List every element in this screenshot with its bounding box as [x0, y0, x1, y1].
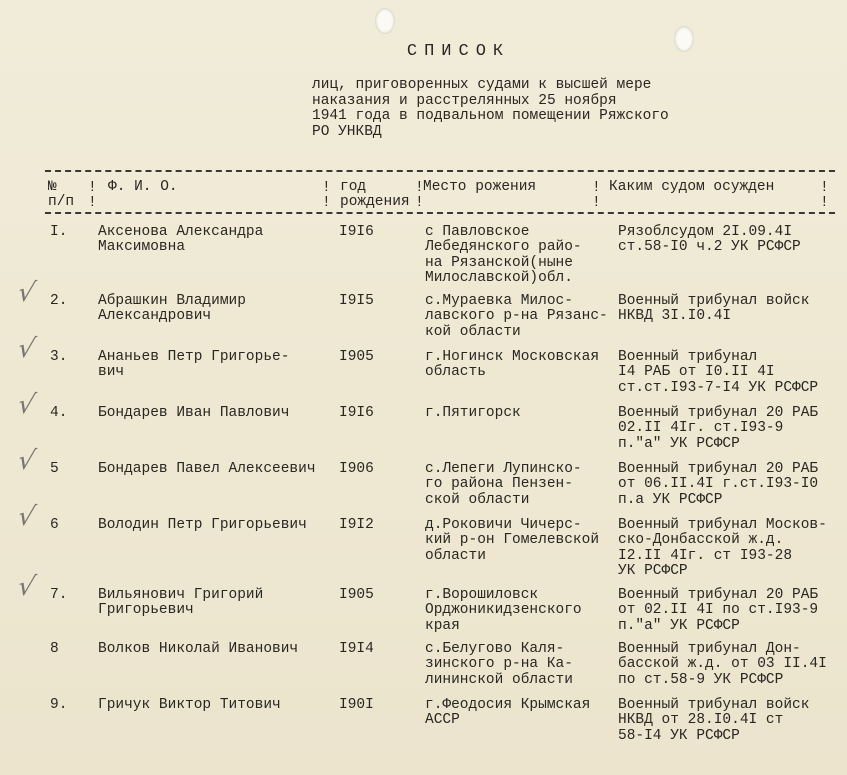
header-separator: !: [88, 180, 97, 196]
document-subtitle: лиц, приговоренных судами к высшей мере наказания и расстрелянных 25 ноября 1941 года в подвальном помещении Ряжского РО УНКВД: [312, 77, 669, 140]
row-number: 4.: [50, 405, 68, 421]
header-separator: !: [88, 195, 97, 211]
birth-place: г.Ворошиловск Орджоникидзенского края: [425, 587, 582, 634]
document-title: СПИСОК: [406, 42, 511, 61]
birth-year: I905: [339, 587, 374, 603]
header-court: Каким судом осужден: [609, 179, 775, 195]
court-verdict: Военный трибунал Москов- ско-Донбасской ж.д. I2.II 4Iг. ст I93-28 УК РСФСР: [618, 517, 827, 580]
person-name: Бондарев Иван Павлович: [98, 405, 290, 421]
person-name: Вильянович Григорий Григорьевич: [98, 587, 264, 619]
birth-year: I9I2: [339, 517, 374, 533]
court-verdict: Военный трибунал Дон- басской ж.д. от 03 II.4I по ст.58-9 УК РСФСР: [618, 641, 827, 688]
punch-hole: [375, 8, 395, 34]
court-verdict: Военный трибунал войск НКВД от 28.I0.4I ст 58-I4 УК РСФСР: [618, 697, 810, 744]
birth-place: г.Ногинск Московская область: [425, 349, 600, 381]
birth-year: I9I5: [339, 293, 374, 309]
row-number: 8: [50, 641, 59, 657]
header-separator: !: [820, 195, 829, 211]
birth-place: г.Феодосия Крымская АССР: [425, 697, 591, 729]
birth-year: I9I4: [339, 641, 374, 657]
divider-header: [45, 212, 835, 214]
check-mark-icon: √: [14, 572, 38, 602]
header-separator: !: [415, 180, 424, 196]
row-number: I.: [50, 224, 68, 240]
birth-year: I905: [339, 349, 374, 365]
person-name: Аксенова Александра Максимовна: [98, 224, 264, 256]
header-place: Место рожения: [423, 179, 537, 195]
court-verdict: Рязоблсудом 2I.09.4I ст.58-I0 ч.2 УК РСФСР: [618, 224, 801, 256]
header-separator: !: [592, 195, 601, 211]
row-number: 3.: [50, 349, 68, 365]
check-mark-icon: √: [14, 502, 38, 532]
person-name: Абрашкин Владимир Александрович: [98, 293, 246, 325]
birth-place: с.Лепеги Лупинско- го района Пензен- ской области: [425, 461, 582, 508]
row-number: 6: [50, 517, 59, 533]
header-year: год рождения: [340, 179, 410, 210]
check-mark-icon: √: [14, 334, 38, 364]
birth-year: I9I6: [339, 224, 374, 240]
header-separator: !: [322, 195, 331, 211]
person-name: Бондарев Павел Алексеевич: [98, 461, 316, 477]
person-name: Волков Николай Иванович: [98, 641, 299, 657]
birth-place: г.Пятигорск: [425, 405, 521, 421]
person-name: Володин Петр Григорьевич: [98, 517, 307, 533]
birth-year: I9I6: [339, 405, 374, 421]
check-mark-icon: √: [14, 390, 38, 420]
row-number: 5: [50, 461, 59, 477]
birth-year: I906: [339, 461, 374, 477]
court-verdict: Военный трибунал I4 РАБ от I0.II 4I ст.ст.I93-7-I4 УК РСФСР: [618, 349, 819, 396]
row-number: 2.: [50, 293, 68, 309]
court-verdict: Военный трибунал 20 РАБ от 06.II.4I г.ст.I93-I0 п.а УК РСФСР: [618, 461, 819, 508]
check-mark-icon: √: [14, 278, 38, 308]
birth-place: с.Мураевка Милос- лавского р-на Рязанс- кой области: [425, 293, 608, 340]
birth-place: д.Роковичи Чичерс- кий р-он Гомелевской области: [425, 517, 600, 564]
birth-place: с.Белугово Каля- зинского р-на Ка- лининской области: [425, 641, 573, 688]
row-number: 9.: [50, 697, 68, 713]
court-verdict: Военный трибунал 20 РАБ 02.II 4Iг. ст.I93-9 п."а" УК РСФСР: [618, 405, 819, 452]
header-name: Ф. И. О.: [108, 179, 178, 195]
person-name: Гричук Виктор Титович: [98, 697, 281, 713]
person-name: Ананьев Петр Григорье- вич: [98, 349, 290, 381]
header-separator: !: [322, 180, 331, 196]
check-mark-icon: √: [14, 446, 38, 476]
row-number: 7.: [50, 587, 68, 603]
divider-top: [45, 170, 835, 172]
birth-place: с Павловское Лебедянского райо- на Рязанской(ныне Милославской)обл.: [425, 224, 582, 287]
header-separator: !: [820, 180, 829, 196]
header-separator: !: [592, 180, 601, 196]
court-verdict: Военный трибунал войск НКВД 3I.I0.4I: [618, 293, 810, 325]
court-verdict: Военный трибунал 20 РАБ от 02.II 4I по ст.I93-9 п."а" УК РСФСР: [618, 587, 819, 634]
header-separator: !: [415, 195, 424, 211]
header-num: № п/п: [48, 179, 75, 210]
birth-year: I90I: [339, 697, 374, 713]
